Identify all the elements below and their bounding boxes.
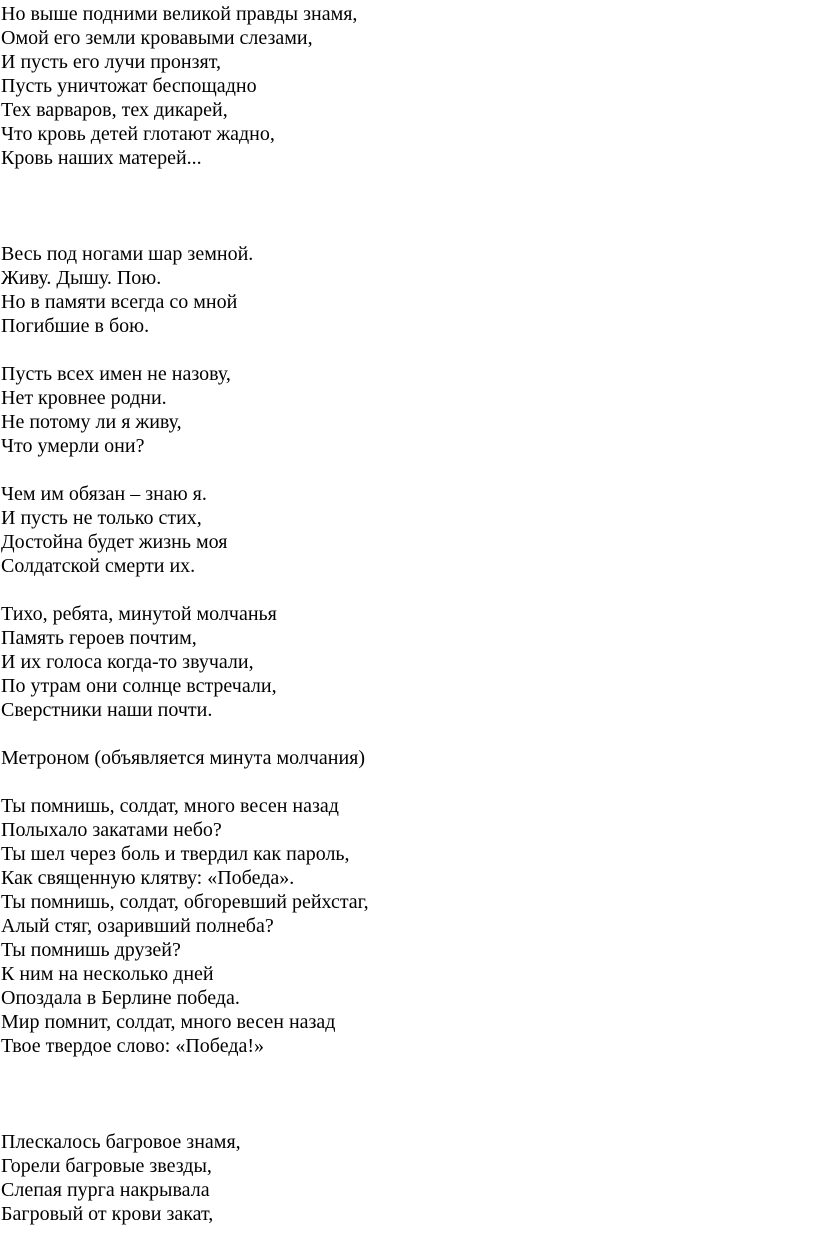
poem-line: Ты помнишь, солдат, обгоревший рейхстаг, [1, 891, 369, 913]
poem-line: Ты шел через боль и твердил как пароль, [1, 843, 350, 865]
blank-line [1, 578, 811, 602]
blank-line [1, 770, 811, 794]
poem-line: Алый стяг, озаривший полнеба? [1, 915, 274, 937]
poem-line: Опоздала в Берлине победа. [1, 987, 240, 1009]
poem-line: Что умерли они? [1, 435, 145, 457]
poem-line: Ты помнишь, солдат, много весен назад [1, 795, 339, 817]
poem-line: Солдатской смерти их. [1, 555, 196, 577]
poem-line: И пусть не только стих, [1, 507, 202, 529]
poem-line: Не потому ли я живу, [1, 411, 182, 433]
blank-line [1, 722, 811, 746]
poem-line: Сверстники наши почти. [1, 699, 213, 721]
poem-line: Багровый от крови закат, [1, 1203, 214, 1225]
poem-line: Но в памяти всегда со мной [1, 291, 238, 313]
poem-line: Тихо, ребята, минутой молчанья [1, 603, 277, 625]
blank-line [1, 1106, 811, 1130]
blank-line [1, 218, 811, 242]
poem-line: Мир помнит, солдат, много весен назад [1, 1011, 336, 1033]
blank-line [1, 194, 811, 218]
poem-line: Погибшие в бою. [1, 315, 150, 337]
poem-line: Пусть уничтожат беспощадно [1, 75, 257, 97]
poem-line: Что кровь детей глотают жадно, [1, 123, 275, 145]
poem-line: Ты помнишь друзей? [1, 939, 181, 961]
poem-line: По утрам они солнце встречали, [1, 675, 277, 697]
poem-line: Твое твердое слово: «Победа!» [1, 1035, 265, 1057]
poem-line: Как священную клятву: «Победа». [1, 867, 295, 889]
poem-line: К ним на несколько дней [1, 963, 214, 985]
poem-line: Достойна будет жизнь моя [1, 531, 228, 553]
poem-line: Весь под ногами шар земной. [1, 243, 254, 265]
blank-line [1, 170, 811, 194]
poem-line: Но выше подними великой правды знамя, [1, 3, 358, 25]
poem-line: Кровь наших матерей... [1, 147, 202, 169]
blank-line [1, 458, 811, 482]
poem-line: И их голоса когда-то звучали, [1, 651, 254, 673]
blank-line [1, 1058, 811, 1082]
poem-text [1, 2, 811, 1226]
blank-line [1, 338, 811, 362]
poem-line: Живу. Дышу. Пою. [1, 267, 162, 289]
poem-line: Метроном (объявляется минута молчания) [1, 747, 366, 769]
poem-line: Тех варваров, тех дикарей, [1, 99, 228, 121]
poem-line: Омой его земли кровавыми слезами, [1, 27, 313, 49]
blank-line [1, 1082, 811, 1106]
poem-line: Память героев почтим, [1, 627, 197, 649]
poem-line: Нет кровнее родни. [1, 387, 167, 409]
poem-line: Плескалось багровое знамя, [1, 1131, 241, 1153]
poem-line: Полыхало закатами небо? [1, 819, 222, 841]
poem-line: Пусть всех имен не назову, [1, 363, 231, 385]
poem-line: Горели багровые звезды, [1, 1155, 212, 1177]
poem-line: И пусть его лучи пронзят, [1, 51, 221, 73]
poem-line: Чем им обязан – знаю я. [1, 483, 207, 505]
poem-line: Слепая пурга накрывала [1, 1179, 210, 1201]
